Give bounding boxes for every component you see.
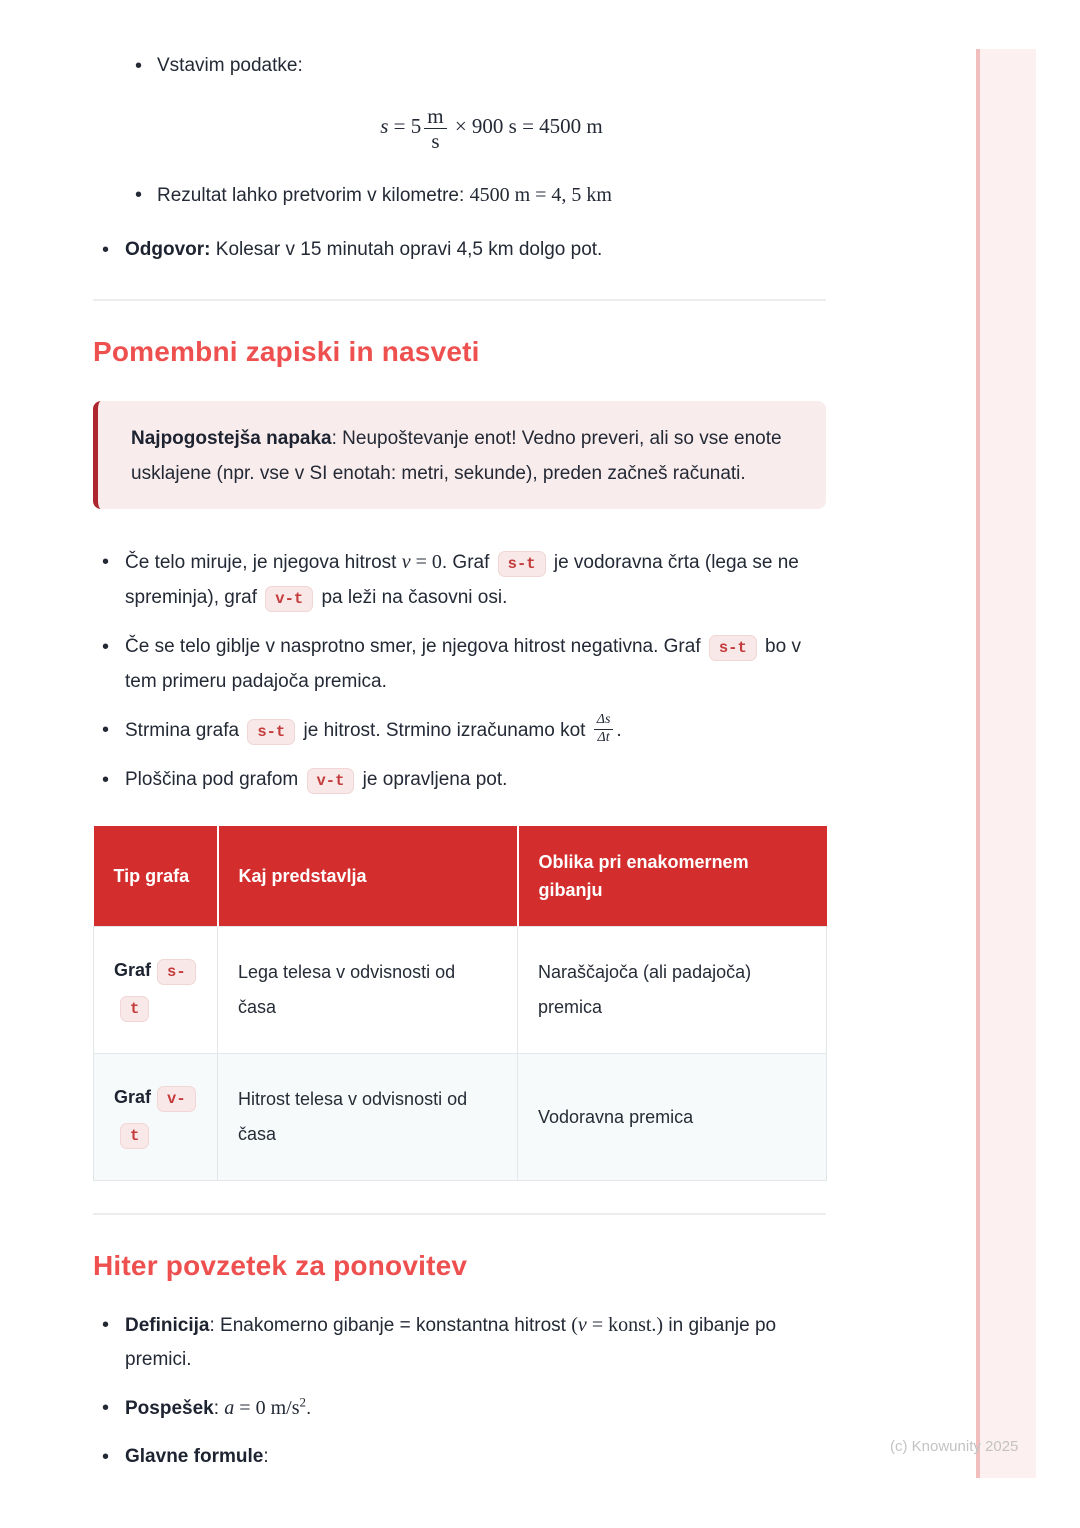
note-text: . Graf [441, 552, 495, 574]
solution-convert-list [93, 178, 826, 213]
list-item [93, 630, 826, 699]
graph-code-chip: s-t [247, 719, 295, 745]
graph-code-chip: v-t [265, 586, 313, 612]
table-cell-graph-type [94, 1054, 218, 1181]
summary-section-heading: Hiter povzetek za ponovitev [93, 1250, 468, 1282]
summary-text: : [213, 1398, 225, 1420]
formula-equals: = 5 [388, 114, 422, 139]
solution-substeps-list [93, 49, 826, 83]
right-margin-highlight-bar [976, 49, 1036, 1478]
section-divider [93, 299, 826, 301]
table-cell-what: Hitrost telesa v odvisnosti od časa [218, 1054, 518, 1181]
note-text: Če se telo giblje v nasprotno smer, je njegova hitrost negativna. Graf [125, 636, 706, 658]
list-item [93, 49, 826, 83]
summary-bold-lead: Definicija [125, 1315, 210, 1337]
inline-math: = 0 [410, 551, 442, 574]
graph-code-chip: s-t [709, 635, 757, 661]
note-text: Strmina grafa [125, 720, 245, 742]
page-content [93, 0, 826, 1474]
summary-text: : [263, 1446, 269, 1468]
list-item [93, 545, 826, 616]
list-item [93, 1440, 826, 1474]
summary-text: . [305, 1398, 312, 1420]
graf-label: Graf [114, 960, 152, 981]
graph-code-chip: v-t [307, 768, 355, 794]
callout-text: : Neupoštevanje enot! Vedno preveri, ali so vse enote usklajene (npr. vse v SI enotah: metri, sekunde), preden začneš računati. [131, 428, 782, 485]
inline-math: = 0 m/s [234, 1397, 300, 1420]
answer-label: Odgovor: [125, 239, 211, 261]
answer-text: Kolesar v 15 minutah opravi 4,5 km dolgo pot. [210, 239, 603, 261]
note-text: Ploščina pod grafom [125, 769, 304, 791]
display-formula [93, 105, 826, 152]
summary-bold-lead: Glavne formule [125, 1446, 264, 1468]
fraction-denominator: s [431, 129, 440, 154]
math-superscript: 2 [299, 1394, 306, 1410]
summary-bullet-list [93, 1308, 826, 1474]
fraction-numerator: Δs [594, 713, 614, 730]
warning-callout [93, 401, 826, 509]
formula-fraction [424, 105, 446, 152]
table-header-cell: Oblika pri enakomernem gibanju [518, 826, 827, 927]
inline-math-variable: v [401, 551, 411, 574]
fraction-denominator: Δt [597, 730, 610, 745]
note-text: je vodoravna črta (lega se ne spreminja), graf [125, 552, 799, 609]
table-header-cell: Kaj predstavlja [218, 826, 518, 927]
table-cell-graph-type [94, 927, 218, 1054]
graph-code-chip: s-t [120, 959, 196, 1022]
formula-variable: s [380, 114, 389, 139]
summary-bold-lead: Pospešek [125, 1398, 214, 1420]
list-item [93, 713, 826, 749]
table-header-cell: Tip grafa [94, 826, 218, 927]
graf-label: Graf [114, 1087, 152, 1108]
graph-types-table [93, 826, 827, 1181]
table-cell-shape: Naraščajoča (ali padajoča) premica [518, 927, 827, 1054]
convert-math: 4500 m = 4, 5 km [469, 184, 612, 207]
notes-bullet-list [93, 545, 826, 798]
footer-credit: (c) Knowunity 2025 [890, 1438, 1019, 1455]
inline-math: = konst.) [586, 1314, 664, 1337]
fraction-numerator: m [424, 105, 446, 129]
table-header-row [94, 826, 827, 927]
delta-fraction [594, 713, 614, 745]
note-text: Če telo miruje, je njegova hitrost [125, 552, 402, 574]
section-divider [93, 1213, 826, 1215]
summary-text: in gibanje po premici. [125, 1315, 777, 1371]
graph-code-chip: v-t [120, 1086, 196, 1149]
list-item [93, 763, 826, 798]
note-text: je opravljena pot. [357, 769, 508, 791]
list-item [93, 233, 826, 267]
summary-text: : Enakomerno gibanje = konstantna hitrost [209, 1315, 572, 1337]
notes-section-heading: Pomembni zapiski in nasveti [93, 336, 480, 368]
list-item [93, 178, 826, 213]
list-item [93, 1308, 826, 1377]
table-cell-shape: Vodoravna premica [518, 1054, 827, 1181]
table-row [94, 927, 827, 1054]
step-insert-text: Vstavim podatke: [157, 55, 303, 76]
callout-bold-lead: Najpogostejša napaka [131, 428, 332, 450]
table-row [94, 1054, 827, 1181]
formula-math [380, 104, 603, 154]
formula-rhs: × 900 s = 4500 m [449, 114, 603, 139]
inline-math-variable: v [577, 1314, 587, 1337]
table-cell-what: Lega telesa v odvisnosti od časa [218, 927, 518, 1054]
list-item [93, 1391, 826, 1426]
inline-math: ( [571, 1314, 578, 1337]
note-text: pa leži na časovni osi. [316, 587, 508, 609]
convert-text: Rezultat lahko pretvorim v kilometre: [157, 185, 470, 207]
graph-code-chip: s-t [498, 551, 546, 577]
note-text: je hitrost. Strmino izračunamo kot [298, 720, 591, 742]
solution-answer-list [93, 233, 826, 267]
note-text: . [616, 720, 622, 742]
inline-math-variable: a [224, 1397, 235, 1420]
note-text: bo v tem primeru padajoča premica. [125, 636, 801, 693]
